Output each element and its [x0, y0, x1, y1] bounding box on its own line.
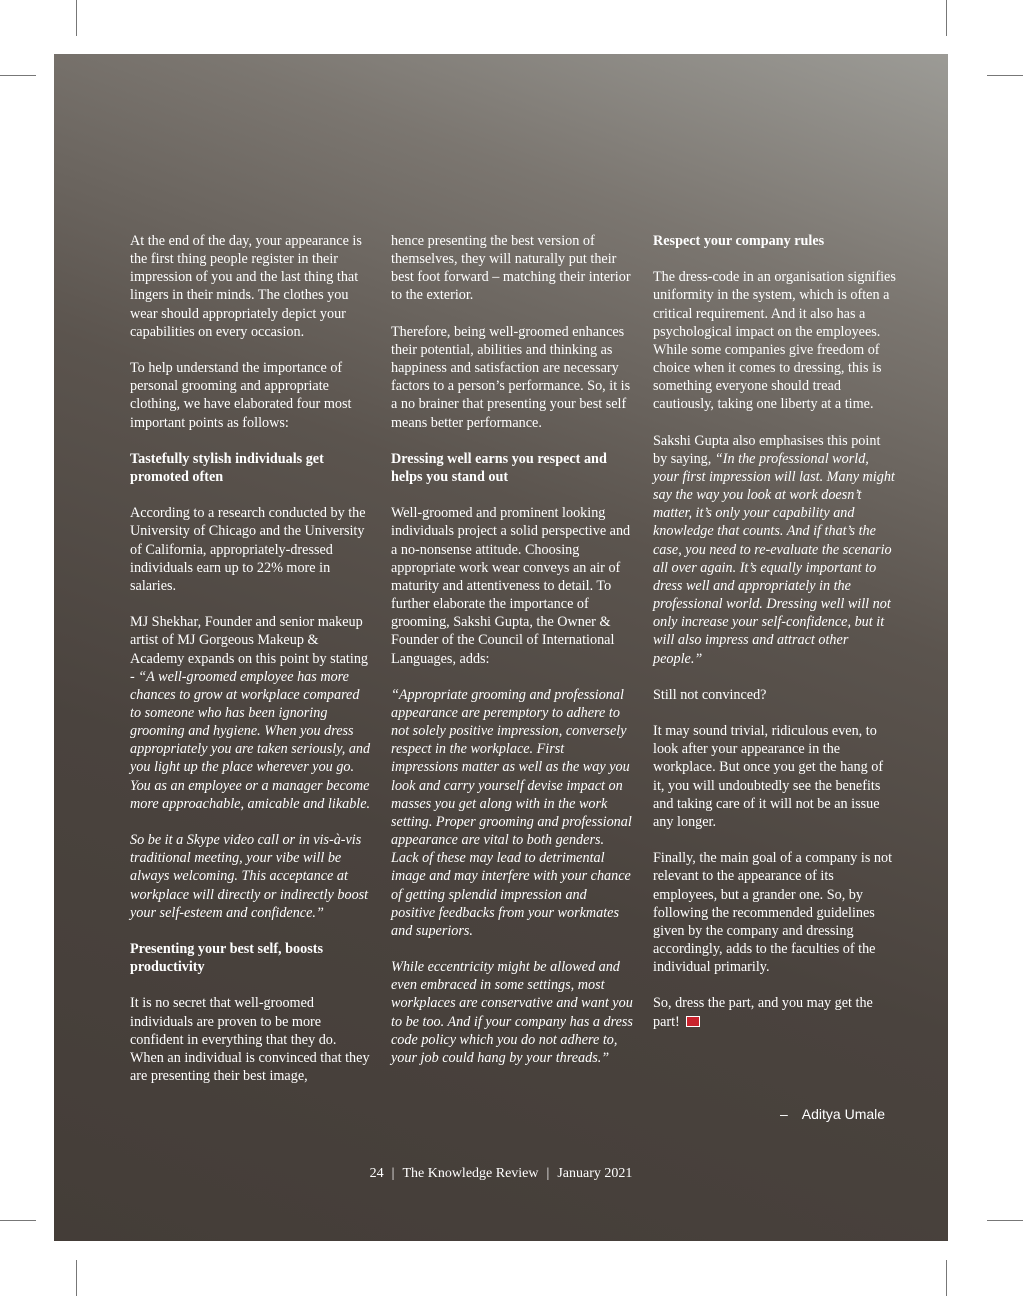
section-heading: Dressing well earns you respect and helps you stand out	[391, 450, 607, 485]
paragraph: hence presenting the best version of themselves, they will naturally put their best foot forward – matching their interior to the exterior.	[391, 233, 631, 304]
section-heading: Respect your company rules	[653, 233, 825, 249]
paragraph	[653, 994, 896, 1030]
article-column-2	[391, 232, 634, 1085]
paragraph: According to a research conducted by the University of Chicago and the University of California, appropriately-dressed individuals earn up to 22% more in salaries.	[130, 505, 366, 594]
paragraph	[130, 613, 373, 813]
page-number: 24	[369, 1166, 384, 1181]
paragraph: Well-groomed and prominent looking individuals project a solid perspective and a no-nonsense attitude. Choosing appropriate work wear conveys an air of maturity and attentiveness to detail. To further elaborate the importance of grooming, Sakshi Gupta, the Owner & Founder of the Council of International Languages, adds:	[391, 505, 631, 667]
quote-text: “In the professional world, your first impression will last. Many might say the way you look at work doesn’t matter, it’s only your capability and knowledge that counts. And if that’s the case, you need to re-evaluate the scenario all over again. It’s equally important to dress well and appropriately in the professional world. Dressing well will not only increase your self-confidence, but it will also impress and attract other people.”	[653, 450, 895, 667]
section-heading: Tastefully stylish individuals get promoted often	[130, 450, 324, 485]
crop-mark	[0, 1220, 36, 1221]
paragraph: To help understand the importance of personal grooming and appropriate clothing, we have elaborated four most important points as follows:	[130, 360, 352, 431]
crop-mark	[76, 1260, 77, 1296]
paragraph: Therefore, being well-groomed enhances their potential, abilities and thinking as happiness and satisfaction are necessary factors to a person’s performance. So, it is a no brainer that presenting your best self means better performance.	[391, 323, 631, 431]
closing-line: So, dress the part, and you may get the part!	[653, 995, 873, 1030]
crop-mark	[987, 1220, 1023, 1221]
paragraph: At the end of the day, your appearance is the first thing people register in their impression of you and the last thing that lingers in their minds. The clothes you wear should appropriately depict your capabilities on every occasion.	[130, 233, 362, 340]
end-of-article-icon	[686, 1016, 700, 1027]
article-column-3	[653, 232, 896, 1049]
section-heading: Presenting your best self, boosts productivity	[130, 941, 323, 976]
crop-mark	[946, 1260, 947, 1296]
paragraph: The dress-code in an organisation signifies uniformity in the system, which is often a critical requirement. And it also has a psychological impact on the employees. While some companies give freedom of choice when it comes to dressing, this is something everyone should tread cautiously, taking one liberty at a time.	[653, 269, 896, 413]
paragraph: Finally, the main goal of a company is not relevant to the appearance of its employees, but a grander one. So, by following the recommended guidelines given by the company and dressing accordingly, adds to the faculties of the individual primarily.	[653, 850, 893, 976]
paragraph-lead: MJ Shekhar, Founder and senior makeup artist of MJ Gorgeous Makeup & Academy expands on this point by stating -	[130, 614, 369, 685]
crop-mark	[987, 75, 1023, 76]
magazine-name: The Knowledge Review	[402, 1166, 539, 1181]
footer-separator: |	[546, 1166, 550, 1181]
paragraph: Still not convinced?	[653, 686, 767, 703]
crop-mark	[946, 0, 947, 36]
paragraph: It is no secret that well-groomed individuals are proven to be more confident in everything that they do. When an individual is convinced that they are presenting their best image,	[130, 995, 370, 1085]
article-column-1	[130, 232, 373, 1103]
issue-date: January 2021	[557, 1166, 633, 1181]
paragraph	[653, 432, 896, 668]
byline-dash: –	[780, 1106, 788, 1122]
author-byline	[780, 1106, 920, 1122]
crop-mark	[76, 0, 77, 36]
quote-paragraph: So be it a Skype video call or in vis-à-vis traditional meeting, your vibe will be always welcoming. This acceptance at workplace will directly or indirectly boost your self-esteem and confidence.”	[130, 832, 369, 921]
quote-paragraph: While eccentricity might be allowed and even embraced in some settings, most workplaces are conservative and want you to be too. And if your company has a dress code policy which you do not adhere to, your job could hang by your threads.”	[391, 959, 633, 1066]
quote-text: “A well-groomed employee has more chances to grow at workplace compared to someone who has been ignoring grooming and hygiene. When you dress appropriately you are taken seriously, and you light up the place wherever you go. You as an employee or a manager become more approachable, amicable and likable.	[130, 668, 371, 812]
crop-mark	[0, 75, 36, 76]
page-footer	[54, 1166, 948, 1182]
author-name: Aditya Umale	[801, 1106, 886, 1122]
quote-paragraph: “Appropriate grooming and professional appearance are peremptory to adhere to not solely positive impression, conversely respect in the workplace. First impressions matter as well as the way you look and carry yourself devise impact on masses you get along with in the work setting. Proper grooming and professional appearance are vital to both genders. Lack of these may lead to detrimental image and may interfere with your chance of getting splendid impression and positive feedbacks from your workmates and superiors.	[391, 686, 632, 939]
paragraph: It may sound trivial, ridiculous even, to look after your appearance in the workplace. But once you get the hang of it, you will undoubtedly see the benefits and taking care of it will not be an issue any longer.	[653, 723, 884, 830]
footer-separator: |	[391, 1166, 395, 1181]
paragraph-lead: Sakshi Gupta also emphasises this point by saying,	[653, 432, 881, 467]
